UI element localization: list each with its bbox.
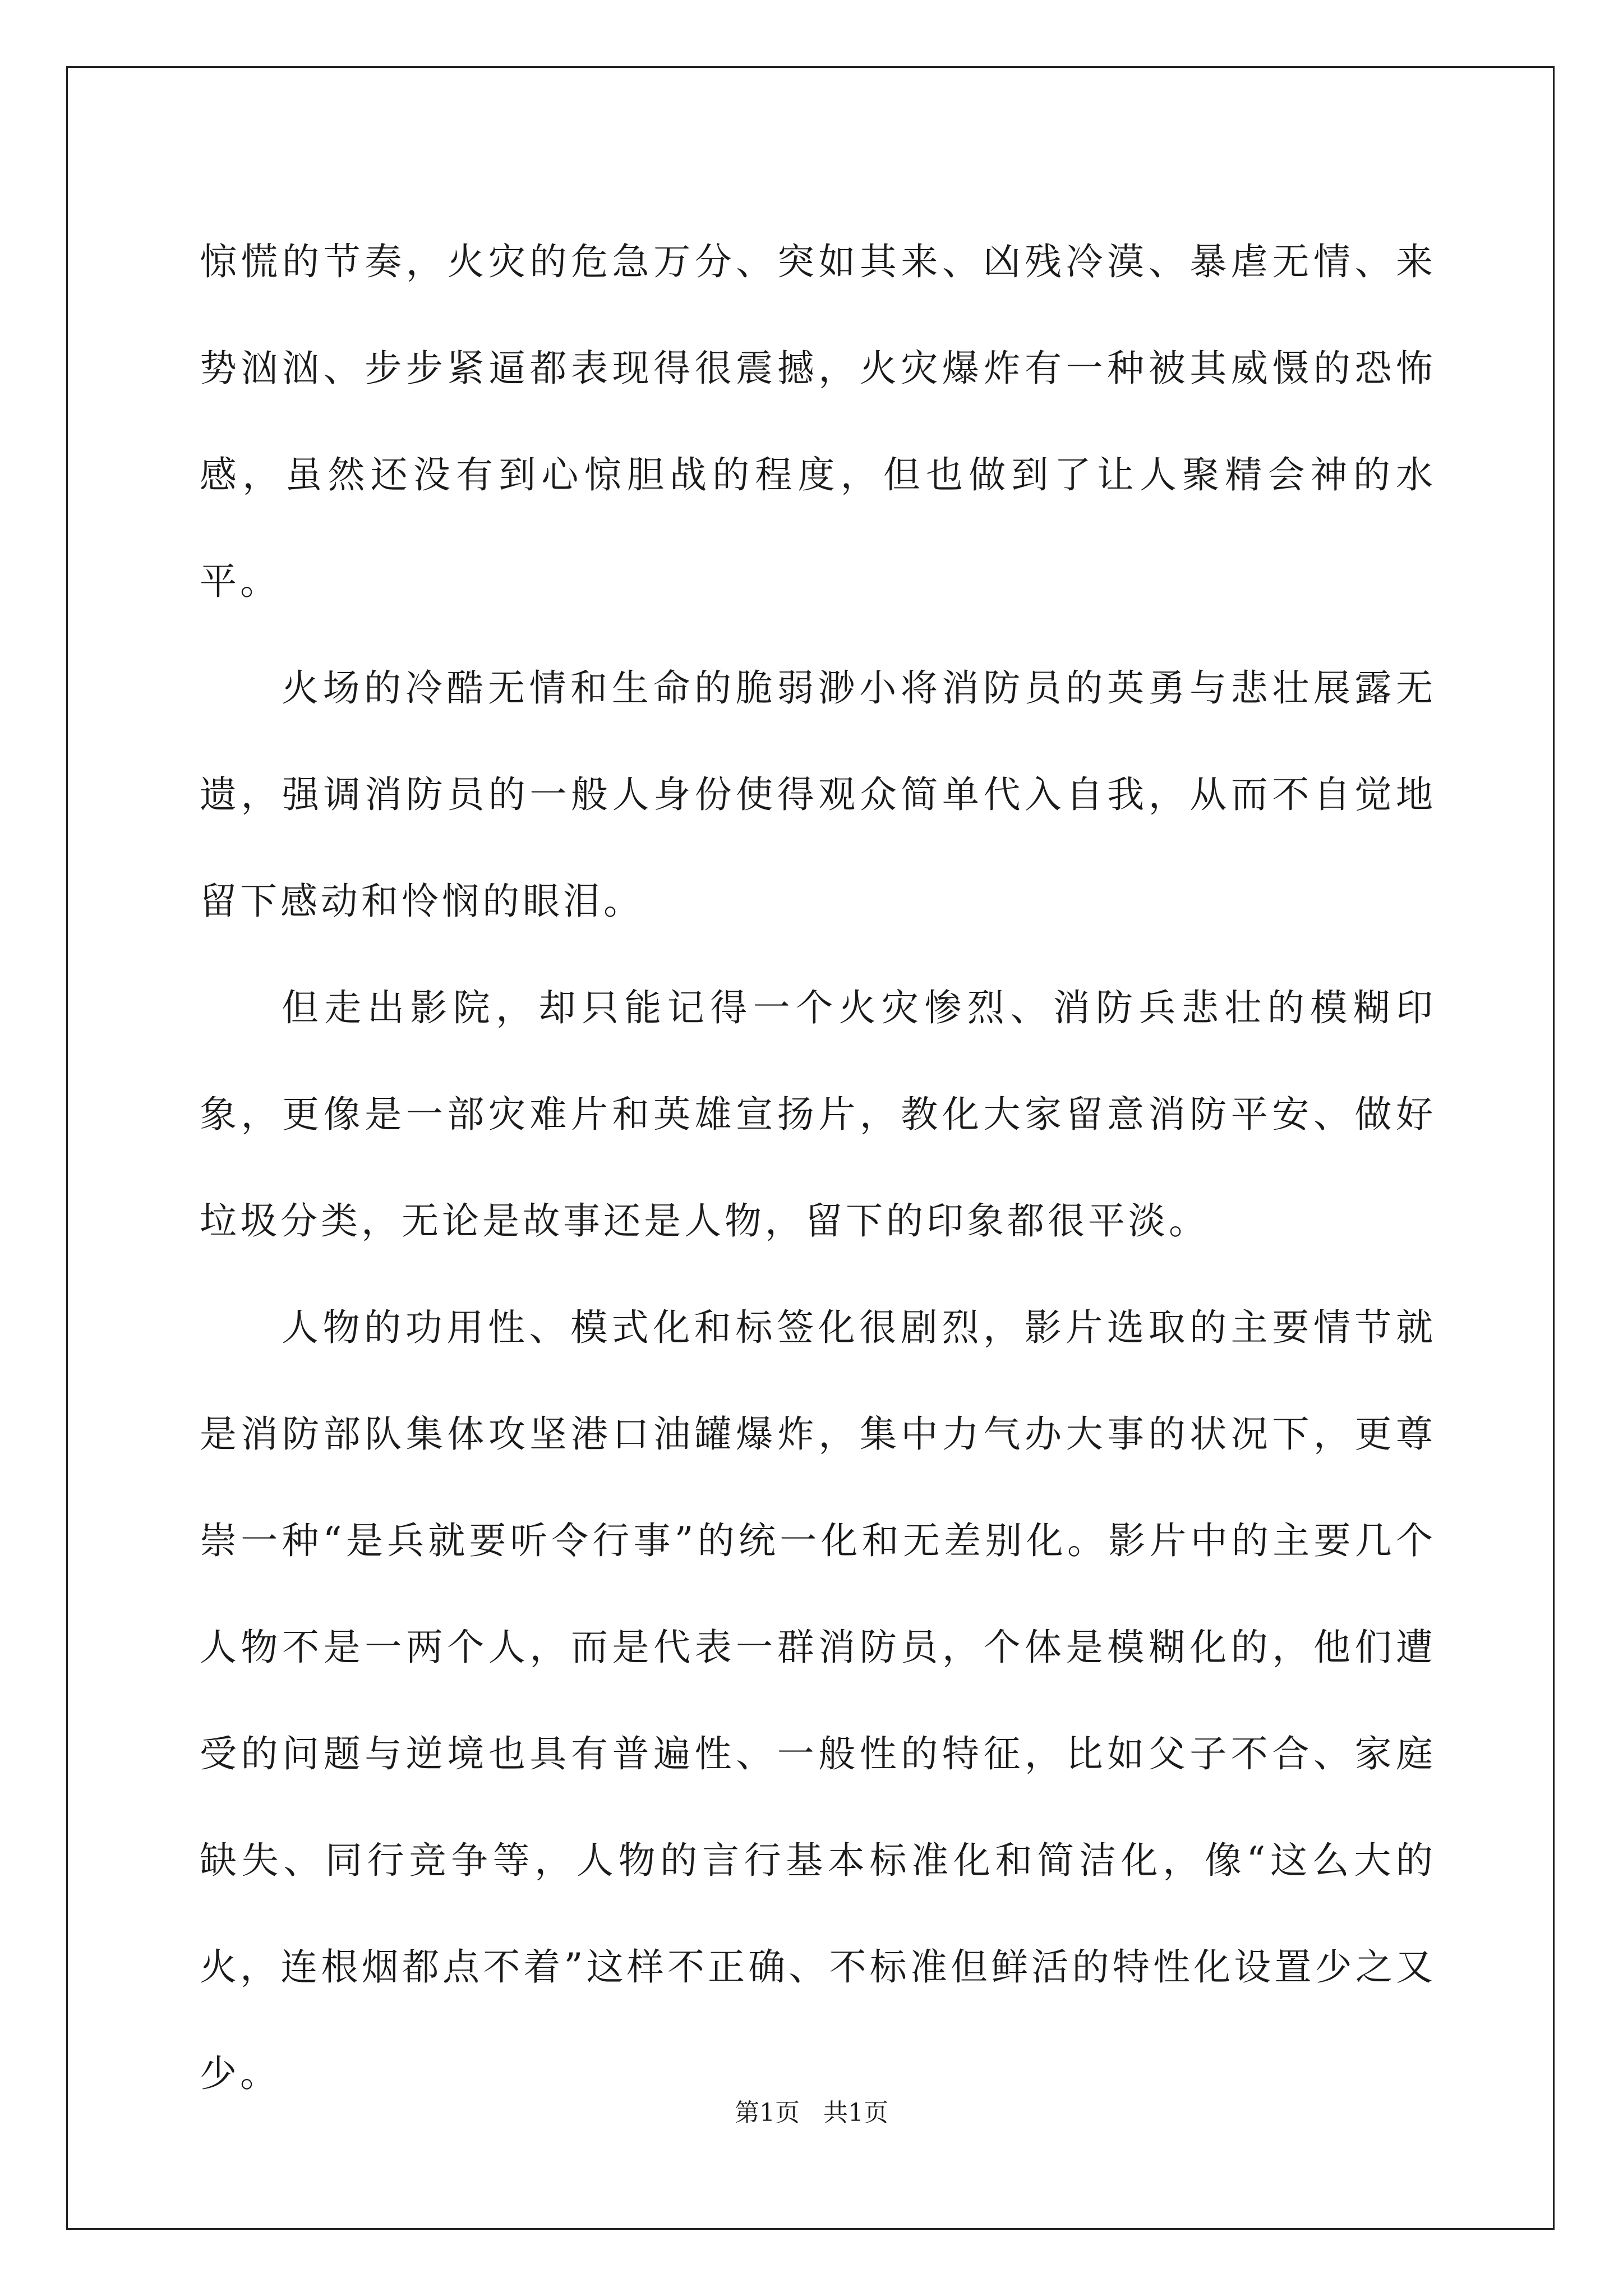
paragraph-2: 火场的冷酷无情和生命的脆弱渺小将消防员的英勇与悲壮展露无遗，强调消防员的一般人身份使得观众简单代入自我，从而不自觉地留下感动和怜悯的眼泪。 xyxy=(200,666,1436,923)
paragraph-4: 人物的功用性、模式化和标签化很剧烈，影片选取的主要情节就是消防部队集体攻坚港口油罐爆炸，集中力气办大事的状况下，更尊崇一种“是兵就要听令行事”的统一化和无差别化。影片中的主要几个人物不是一两个人，而是代表一群消防员，个体是模糊化的，他们遭受的问题与逆境也具有普遍性、一般性的特征，比如父子不合、家庭缺失、同行竞争等，人物的言行基本标准化和简洁化，像“这么大的火，连根烟都点不着”这样不正确、不标准但鲜活的特性化设置少之又少。 xyxy=(200,1306,1436,2095)
paragraph-3: 但走出影院，却只能记得一个火灾惨烈、消防兵悲壮的模糊印象，更像是一部灾难片和英雄宣扬片，教化大家留意消防平安、做好垃圾分类，无论是故事还是人物，留下的印象都很平淡。 xyxy=(200,986,1436,1243)
paragraph-1: 惊慌的节奏，火灾的危急万分、突如其来、凶残冷漠、暴虐无情、来势汹汹、步步紧逼都表现得很震撼，火灾爆炸有一种被其威慑的恐怖感，虽然还没有到心惊胆战的程度，但也做到了让人聚精会神的水平。 xyxy=(200,240,1436,603)
document-body xyxy=(200,209,1436,2127)
page-footer xyxy=(0,2096,1623,2130)
page-number: 第1页 xyxy=(735,2099,800,2127)
page-total: 共1页 xyxy=(823,2099,888,2127)
